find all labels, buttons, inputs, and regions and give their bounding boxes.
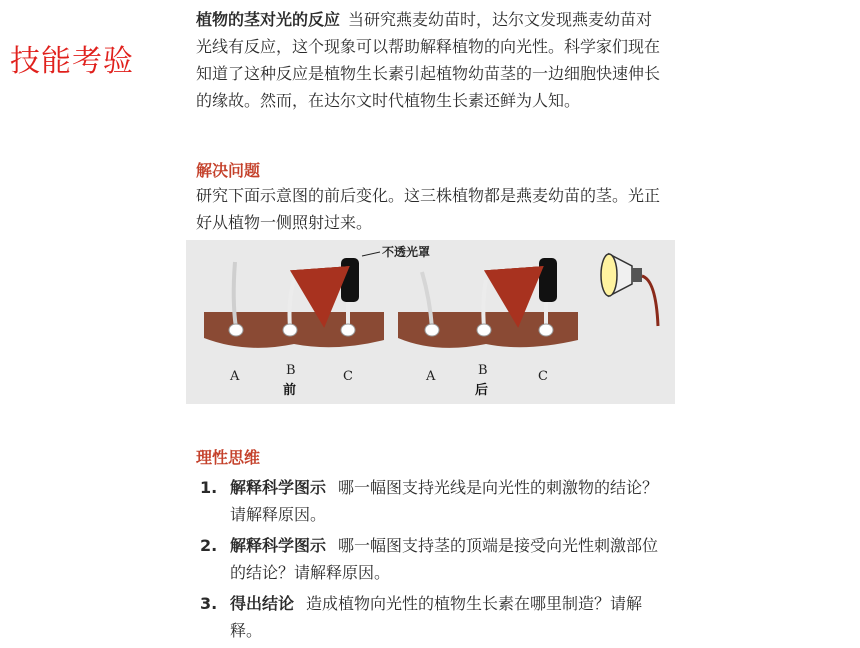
label-a-before: A <box>230 369 240 384</box>
question-body <box>230 532 670 586</box>
question-item-2 <box>200 532 670 586</box>
label-c-after: C <box>538 369 548 384</box>
cover-label: 不透光罩 <box>382 245 431 259</box>
question-title: 解释科学图示 <box>230 478 327 497</box>
question-text: 哪一幅图支持光线是向光性的刺激物的结论？请解释原因。 <box>230 478 659 524</box>
question-text: 造成植物向光性的植物生长素在哪里制造？请解释。 <box>230 594 643 640</box>
seedling-diagram-svg <box>186 240 675 404</box>
cover-before <box>341 258 359 302</box>
question-title: 得出结论 <box>230 594 295 613</box>
question-text: 哪一幅图支持茎的顶端是接受向光性刺激部位的结论？请解释原因。 <box>230 536 659 582</box>
question-title: 解释科学图示 <box>230 536 327 555</box>
question-list <box>200 474 670 648</box>
intro-text: 当研究燕麦幼苗时，达尔文发现燕麦幼苗对光线有反应，这个现象可以帮助解释植物的向光性。科学家们现在知道了这种反应是植物生长素引起植物幼苗茎的一边细胞快速伸长的缘故。然而，在达尔文时代植物生长素还鲜为人知。 <box>196 10 661 110</box>
intro-lead: 植物的茎对光的反应 <box>196 10 341 29</box>
label-c-before: C <box>343 369 353 384</box>
arrow-after <box>496 276 516 298</box>
question-body <box>230 474 670 528</box>
seedling-diagram <box>186 240 675 404</box>
lamp-icon <box>601 254 658 326</box>
problem-text: 研究下面示意图的前后变化。这三株植物都是燕麦幼苗的茎。光正好从植物一侧照射过来。 <box>196 186 661 232</box>
thinking-heading: 理性思维 <box>196 448 261 467</box>
caption-before: 前 <box>283 383 297 398</box>
intro-paragraph <box>196 6 666 114</box>
problem-heading: 解决问题 <box>196 161 261 180</box>
cover-label-pointer <box>362 252 380 256</box>
question-number: 1. <box>200 478 218 497</box>
arrow-before <box>302 276 322 298</box>
question-item-3 <box>200 590 670 644</box>
question-number: 2. <box>200 536 218 555</box>
cover-after <box>539 258 557 302</box>
question-body <box>230 590 670 644</box>
label-a-after: A <box>426 369 436 384</box>
side-label-skill-test: 技能考验 <box>10 44 134 79</box>
caption-after: 后 <box>475 383 489 398</box>
question-item-1 <box>200 474 670 528</box>
label-b-before: B <box>286 363 296 378</box>
seedling-a-before <box>234 262 236 328</box>
question-number: 3. <box>200 594 218 613</box>
label-b-after: B <box>478 363 488 378</box>
